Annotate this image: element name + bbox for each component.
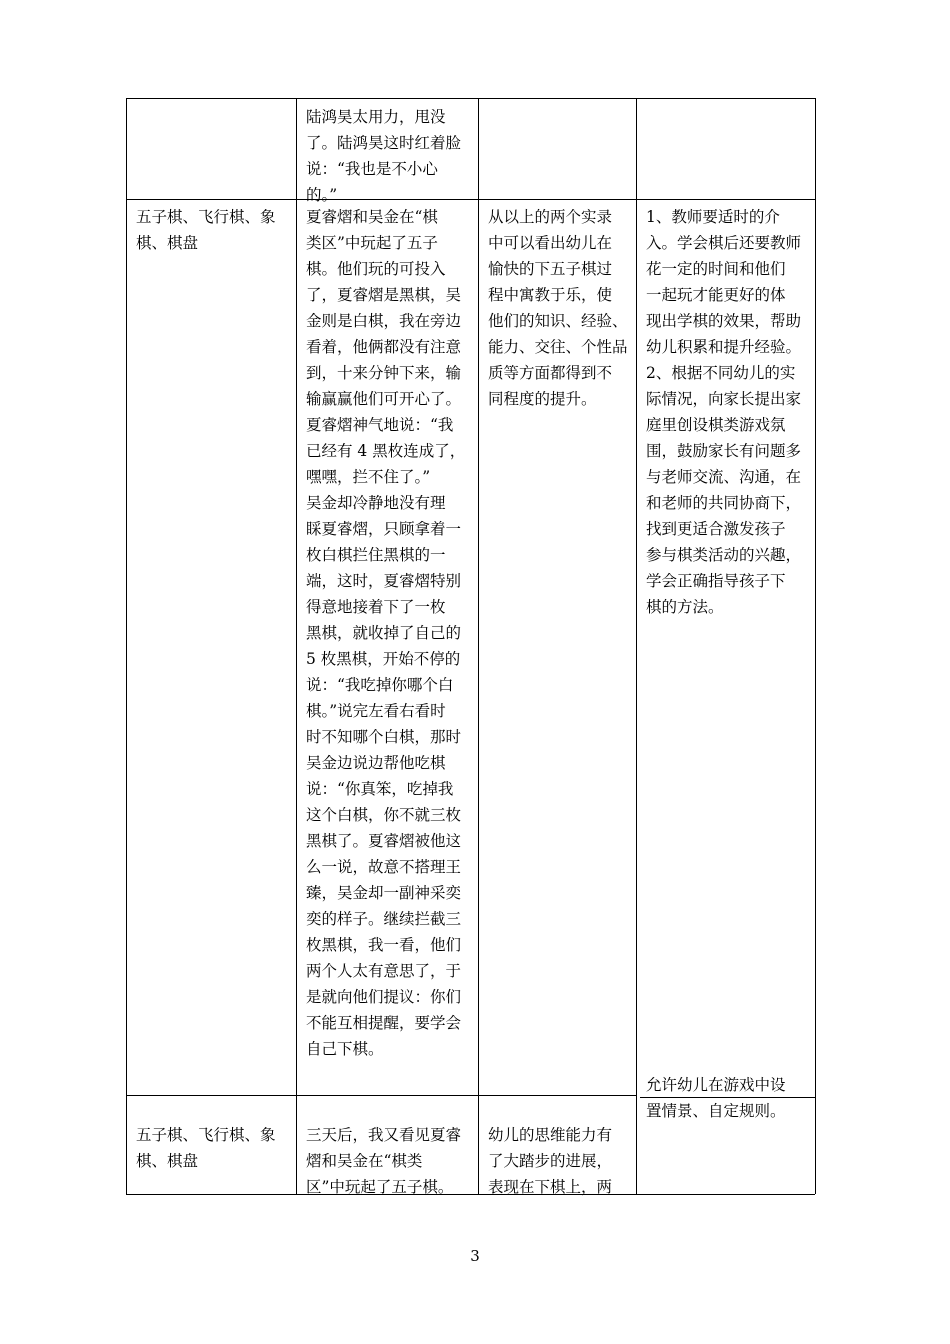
row2-strategy-text: 1、教师要适时的介 入。学会棋后还要教师 花一定的时间和他们 一起玩才能更好的体 现出学棋的效果，帮助 幼儿积累和提升经验。 2、根据不同幼儿的实 际情况，向家长提出家 庭里创设棋类游戏氛 围，鼓励家长有问题多 与老师交流、沟通，在 和老师的共同协商下， 找到更适合激发孩子 参与棋类活动的兴趣， 学会正确指导孩子下 棋的方法。 <box>646 208 802 616</box>
row3-materials-text: 五子棋、飞行棋、象 棋、棋盘 <box>136 1126 276 1170</box>
row-divider-2 <box>126 1095 636 1096</box>
col-border-3 <box>636 98 637 1194</box>
table-top-border <box>126 98 815 99</box>
col-border-1 <box>296 98 297 1194</box>
row2-analysis-text: 从以上的两个实录 中可以看出幼儿在 愉快的下五子棋过 程中寓教于乐，使 他们的知识、经验、 能力、交往、个性品 质等方面都得到不 同程度的提升。 <box>488 208 628 408</box>
col-border-left <box>126 98 127 1194</box>
row1-record-text: 陆鸿昊太用力，甩没 了。陆鸿昊这时红着脸 说：“我也是不小心 的。” <box>306 108 462 204</box>
row2-strategy-note: 允许幼儿在游戏中设 置情景、自定规则。 <box>646 1076 786 1120</box>
row3-analysis-text: 幼儿的思维能力有 了大踏步的进展， 表现在下棋上，两 <box>488 1126 613 1196</box>
row3-record-text: 三天后，我又看见夏睿 熠和吴金在“棋类 区”中玩起了五子棋。 <box>306 1126 462 1196</box>
col-border-right <box>815 98 816 1194</box>
page-number: 3 <box>470 1247 480 1265</box>
row2-materials-text: 五子棋、飞行棋、象 棋、棋盘 <box>136 208 276 252</box>
col-border-2 <box>478 98 479 1194</box>
row2-record-text: 夏睿熠和吴金在“棋 类区”中玩起了五子 棋。他们玩的可投入 了，夏睿熠是黑棋，吴 金则是白棋，我在旁边 看着，他俩都没有注意 到，十来分钟下来，输 输赢赢他们可开心了。 夏睿熠神气地说：“我 已经有 4 黑枚连成了， 嘿嘿，拦不住了。” 吴金却冷静地没有理 睬夏睿熠，只顾拿着一 枚白棋拦住黑棋的一 端，这时，夏睿熠特别 得意地接着下了一枚 黑棋，就收掉了自己的 5 枚黑棋，开始不停的 说：“我吃掉你哪个白 棋。”说完左看右看时 时不知哪个白棋，那时 吴金边说边帮他吃棋 说：“你真笨，吃掉我 这个白棋，你不就三枚 黑棋了。夏睿熠被他这 么一说，故意不搭理王 臻，吴金却一副神采奕 奕的样子。继续拦截三 枚黑棋，我一看，他们 两个人太有意思了，于 是就向他们提议：你们 不能互相提醒，要学会 自己下棋。 <box>306 208 466 1058</box>
